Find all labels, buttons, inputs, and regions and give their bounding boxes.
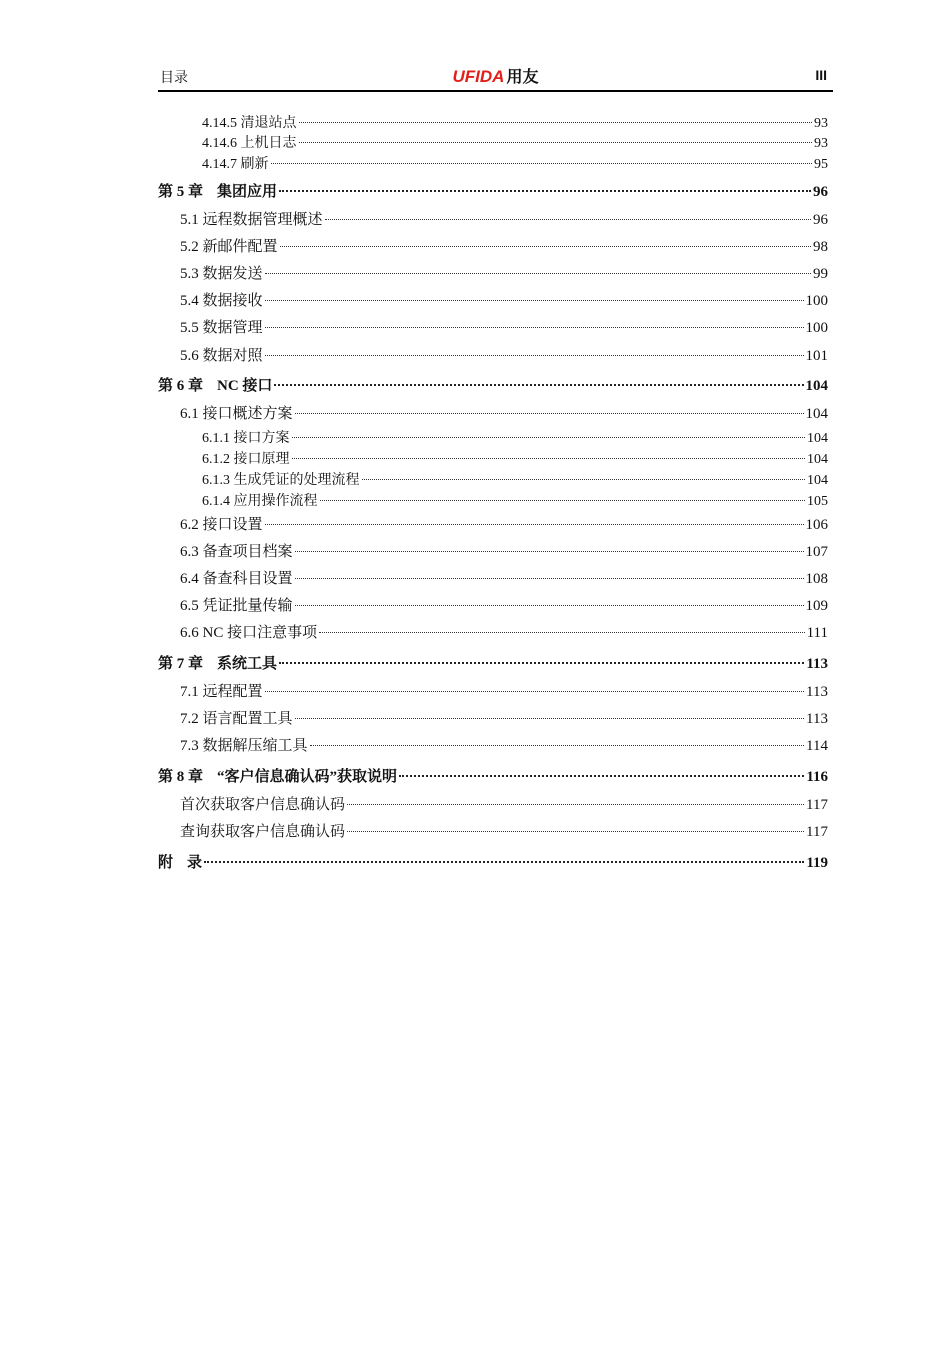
toc-page-number: 113 xyxy=(806,684,828,700)
toc-page-number: 116 xyxy=(806,769,828,785)
toc-page-number: 99 xyxy=(813,266,828,282)
toc-chapter-title: 录 xyxy=(187,855,203,871)
toc-page-number: 104 xyxy=(807,431,828,446)
toc-dot-leader xyxy=(279,662,804,664)
toc-page-number: 109 xyxy=(805,598,828,614)
logo-brand-text: UFIDA xyxy=(452,67,505,86)
toc-dot-leader xyxy=(399,775,804,777)
toc-entry[interactable] xyxy=(158,208,828,229)
toc-chapter-number: 第 6 章 xyxy=(158,378,204,394)
toc-chapter-entry[interactable] xyxy=(158,374,828,395)
toc-entry-title: 5.6 数据对照 xyxy=(180,348,263,364)
toc-page-number: 108 xyxy=(805,571,828,587)
toc-entry-title: 查询获取客户信息确认码 xyxy=(180,824,346,840)
toc-dot-leader xyxy=(265,327,804,328)
toc-entry-title: 5.4 数据接收 xyxy=(180,293,263,309)
toc-dot-leader xyxy=(299,142,813,143)
toc-page-number: 95 xyxy=(814,157,828,172)
toc-entry[interactable] xyxy=(158,734,828,755)
toc-entry[interactable] xyxy=(158,594,828,615)
toc-entry[interactable] xyxy=(158,402,828,423)
toc-dot-leader xyxy=(295,578,804,579)
toc-entry-title: 6.1 接口概述方案 xyxy=(180,406,293,422)
toc-entry-title xyxy=(158,374,272,395)
toc-dot-leader xyxy=(279,190,811,192)
toc-page-number: 114 xyxy=(806,738,828,754)
toc-entry[interactable] xyxy=(158,490,828,510)
toc-entry-title: 6.1.2 接口原理 xyxy=(202,452,290,467)
toc-dot-leader xyxy=(295,551,804,552)
toc-dot-leader xyxy=(295,413,804,414)
toc-dot-leader xyxy=(310,745,805,746)
toc-entry-title: 6.1.4 应用操作流程 xyxy=(202,494,318,509)
toc-page-number: 104 xyxy=(805,406,828,422)
toc-entry[interactable] xyxy=(158,469,828,489)
toc-entry-title xyxy=(158,851,202,872)
toc-entry-title xyxy=(158,765,397,786)
header-section-title: 目录 xyxy=(160,71,188,86)
toc-entry-title: 5.5 数据管理 xyxy=(180,320,263,336)
toc-entry[interactable] xyxy=(158,707,828,728)
toc-entry-title: 5.3 数据发送 xyxy=(180,266,263,282)
toc-dot-leader xyxy=(319,632,805,633)
toc-dot-leader xyxy=(265,691,805,692)
logo-cn-text: 用友 xyxy=(506,69,539,86)
toc-page-number: 98 xyxy=(813,239,828,255)
toc-entry-title: 首次获取客户信息确认码 xyxy=(180,797,346,813)
toc-dot-leader xyxy=(347,831,804,832)
toc-chapter-number: 第 5 章 xyxy=(158,184,204,200)
toc-dot-leader xyxy=(292,437,806,438)
toc-page-number: 107 xyxy=(805,544,828,560)
toc-dot-leader xyxy=(265,300,804,301)
toc-page-number: 113 xyxy=(806,656,828,672)
toc-dot-leader xyxy=(265,273,811,274)
toc-entry-title: 6.4 备查科目设置 xyxy=(180,571,293,587)
toc-page-number: 104 xyxy=(805,378,828,394)
toc-page-number: 105 xyxy=(807,494,828,509)
toc-entry[interactable] xyxy=(158,513,828,534)
toc-dot-leader xyxy=(271,163,813,164)
toc-entry[interactable] xyxy=(158,153,828,173)
toc-page-number: 100 xyxy=(805,320,828,336)
toc-entry-title: 4.14.6 上机日志 xyxy=(202,136,297,151)
toc-entry[interactable] xyxy=(158,289,828,310)
toc-entry-title xyxy=(158,180,277,201)
page-header xyxy=(158,62,833,92)
toc-entry-title: 5.1 远程数据管理概述 xyxy=(180,212,323,228)
toc-entry[interactable] xyxy=(158,820,828,841)
toc-chapter-number: 附 xyxy=(158,855,174,871)
toc-chapter-number: 第 8 章 xyxy=(158,769,204,785)
toc-chapter-number: 第 7 章 xyxy=(158,656,204,672)
toc-dot-leader xyxy=(274,384,803,386)
toc-page-number: 93 xyxy=(814,116,828,131)
toc-dot-leader xyxy=(347,804,804,805)
toc-chapter-entry[interactable] xyxy=(158,652,828,673)
toc-entry[interactable] xyxy=(158,316,828,337)
toc-dot-leader xyxy=(295,718,805,719)
toc-dot-leader xyxy=(292,458,806,459)
toc-entry[interactable] xyxy=(158,235,828,256)
toc-page-number: 117 xyxy=(806,824,828,840)
toc-dot-leader xyxy=(204,861,804,863)
toc-entry-title: 7.2 语言配置工具 xyxy=(180,711,293,727)
toc-entry[interactable] xyxy=(158,793,828,814)
toc-page-number: 113 xyxy=(806,711,828,727)
toc-entry[interactable] xyxy=(158,132,828,152)
toc-dot-leader xyxy=(295,605,804,606)
toc-entry[interactable] xyxy=(158,344,828,365)
toc-page-number: 96 xyxy=(813,212,828,228)
toc-entry-title: 6.6 NC 接口注意事项 xyxy=(180,625,318,641)
toc-page-number: 100 xyxy=(805,293,828,309)
toc-chapter-title: 系统工具 xyxy=(217,656,278,672)
toc-page-number: 101 xyxy=(805,348,828,364)
toc-page-number: 119 xyxy=(806,855,828,871)
toc-entry[interactable] xyxy=(158,427,828,447)
toc-entry-title: 5.2 新邮件配置 xyxy=(180,239,278,255)
toc-entry-title: 4.14.5 清退站点 xyxy=(202,116,297,131)
toc-dot-leader xyxy=(265,524,804,525)
toc-dot-leader xyxy=(265,355,804,356)
toc-entry-title xyxy=(158,652,277,673)
toc-entry-title: 7.3 数据解压缩工具 xyxy=(180,738,308,754)
toc-entry-title: 6.1.3 生成凭证的处理流程 xyxy=(202,473,360,488)
ufida-logo xyxy=(158,64,833,87)
toc-page-number: 111 xyxy=(806,625,828,641)
toc-chapter-title: NC 接口 xyxy=(217,378,273,394)
toc-entry[interactable] xyxy=(158,680,828,701)
toc-dot-leader xyxy=(320,500,806,501)
toc-page-number: 93 xyxy=(814,136,828,151)
toc-entry[interactable] xyxy=(158,448,828,468)
toc-page-number: 104 xyxy=(807,473,828,488)
toc-dot-leader xyxy=(325,219,811,220)
toc-dot-leader xyxy=(280,246,811,247)
toc-page-number: 96 xyxy=(813,184,828,200)
toc-chapter-entry[interactable] xyxy=(158,180,828,201)
toc-chapter-entry[interactable] xyxy=(158,765,828,786)
toc-chapter-title: 集团应用 xyxy=(217,184,278,200)
header-page-number: III xyxy=(815,67,827,83)
toc-entry[interactable] xyxy=(158,262,828,283)
toc-entry-title: 6.1.1 接口方案 xyxy=(202,431,290,446)
toc-entry[interactable] xyxy=(158,112,828,132)
toc-entry[interactable] xyxy=(158,567,828,588)
toc-chapter-title: “客户信息确认码”获取说明 xyxy=(217,769,398,785)
toc-page-number: 104 xyxy=(807,452,828,467)
toc-entry-title: 6.3 备查项目档案 xyxy=(180,544,293,560)
toc-dot-leader xyxy=(299,122,813,123)
toc-entry[interactable] xyxy=(158,540,828,561)
toc-entry-title: 4.14.7 刷新 xyxy=(202,157,269,172)
toc-entry-title: 6.5 凭证批量传输 xyxy=(180,598,293,614)
toc-page-number: 106 xyxy=(805,517,828,533)
toc-entry-title: 7.1 远程配置 xyxy=(180,684,263,700)
toc-entry-title: 6.2 接口设置 xyxy=(180,517,263,533)
toc-dot-leader xyxy=(362,479,806,480)
toc-entry[interactable] xyxy=(158,621,828,642)
toc-page-number: 117 xyxy=(806,797,828,813)
toc-chapter-entry[interactable] xyxy=(158,851,828,872)
